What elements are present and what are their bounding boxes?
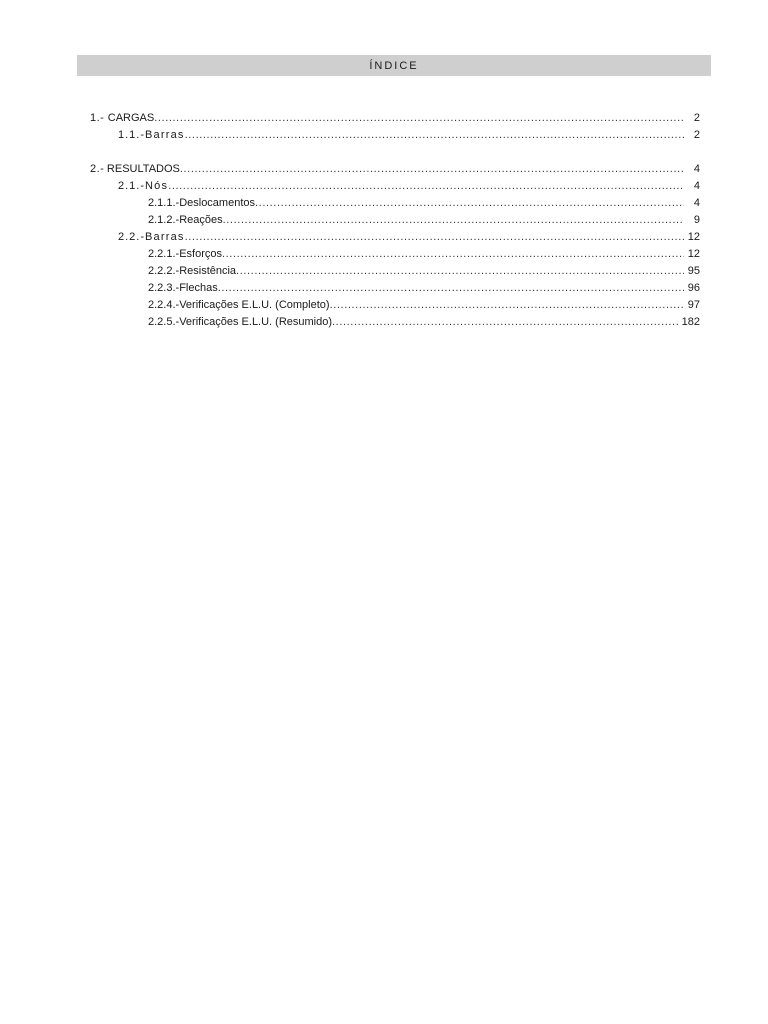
toc-leader-dots [332, 314, 680, 331]
toc-entry-2-1-1[interactable] [90, 195, 700, 212]
toc-entry-2-2-5[interactable] [90, 314, 700, 331]
toc-number: 2.1.2.- [148, 214, 180, 226]
toc-label: Flechas [179, 282, 218, 294]
toc-leader-dots [218, 280, 684, 297]
toc-number: 2.1.1.- [148, 197, 180, 209]
toc-entry-2-2-2[interactable] [90, 263, 700, 280]
toc-entry-2-1[interactable] [90, 178, 700, 195]
toc-number: 2.2.3.- [148, 282, 180, 294]
toc-leader-dots [180, 161, 684, 178]
toc-label: Resistência [179, 265, 237, 277]
toc-page-number: 4 [693, 180, 700, 192]
toc-page-number: 95 [687, 265, 700, 277]
toc-label: Esforços [179, 248, 222, 260]
toc-page-number: 12 [687, 231, 700, 243]
toc-entry-2-2-1[interactable] [90, 246, 700, 263]
toc-entry-2-2-4[interactable] [90, 297, 700, 314]
toc-entry-1[interactable] [90, 110, 700, 127]
toc-leader-dots [255, 195, 684, 212]
toc-page-number: 96 [687, 282, 700, 294]
toc-page-number: 4 [693, 163, 700, 175]
toc-leader-dots [236, 263, 684, 280]
toc-entry-1-1[interactable] [90, 127, 700, 144]
toc-number: 2.2.- [118, 231, 146, 243]
toc-number: 2.2.1.- [148, 248, 180, 260]
toc-leader-dots [185, 127, 684, 144]
index-title-bar [77, 55, 711, 76]
toc-number: 2.1.- [118, 180, 146, 192]
toc-leader-dots [330, 297, 684, 314]
toc-leader-dots [168, 178, 684, 195]
toc-page-number: 2 [693, 112, 700, 124]
toc-leader-dots [223, 212, 684, 229]
toc-page-number: 12 [687, 248, 700, 260]
toc-label: Verificações E.L.U. (Completo) [179, 299, 330, 311]
toc-label: Barras [145, 129, 185, 141]
toc-page-number: 9 [693, 214, 700, 226]
toc-entry-2[interactable] [90, 161, 700, 178]
toc-leader-dots [154, 110, 684, 127]
toc-number: 2.- [90, 163, 105, 175]
toc-label: CARGAS [107, 112, 155, 124]
toc-entry-2-2[interactable] [90, 229, 700, 246]
toc-page-number: 182 [681, 316, 700, 328]
table-of-contents [90, 110, 700, 331]
toc-number: 2.2.2.- [148, 265, 180, 277]
toc-page-number: 2 [693, 129, 700, 141]
toc-entry-2-1-2[interactable] [90, 212, 700, 229]
toc-entry-2-2-3[interactable] [90, 280, 700, 297]
toc-number: 1.- [90, 112, 105, 124]
toc-number: 2.2.4.- [148, 299, 180, 311]
index-title: ÍNDICE [369, 59, 419, 72]
toc-leader-dots [185, 229, 684, 246]
toc-page-number: 4 [693, 197, 700, 209]
toc-label: Barras [145, 231, 185, 243]
toc-label: Deslocamentos [179, 197, 256, 209]
toc-label: RESULTADOS [106, 163, 180, 175]
toc-label: Reações [179, 214, 223, 226]
toc-page-number: 97 [687, 299, 700, 311]
toc-leader-dots [222, 246, 684, 263]
toc-number: 1.1.- [118, 129, 146, 141]
toc-label: Nós [145, 180, 169, 192]
toc-label: Verificações E.L.U. (Resumido) [179, 316, 333, 328]
toc-number: 2.2.5.- [148, 316, 180, 328]
